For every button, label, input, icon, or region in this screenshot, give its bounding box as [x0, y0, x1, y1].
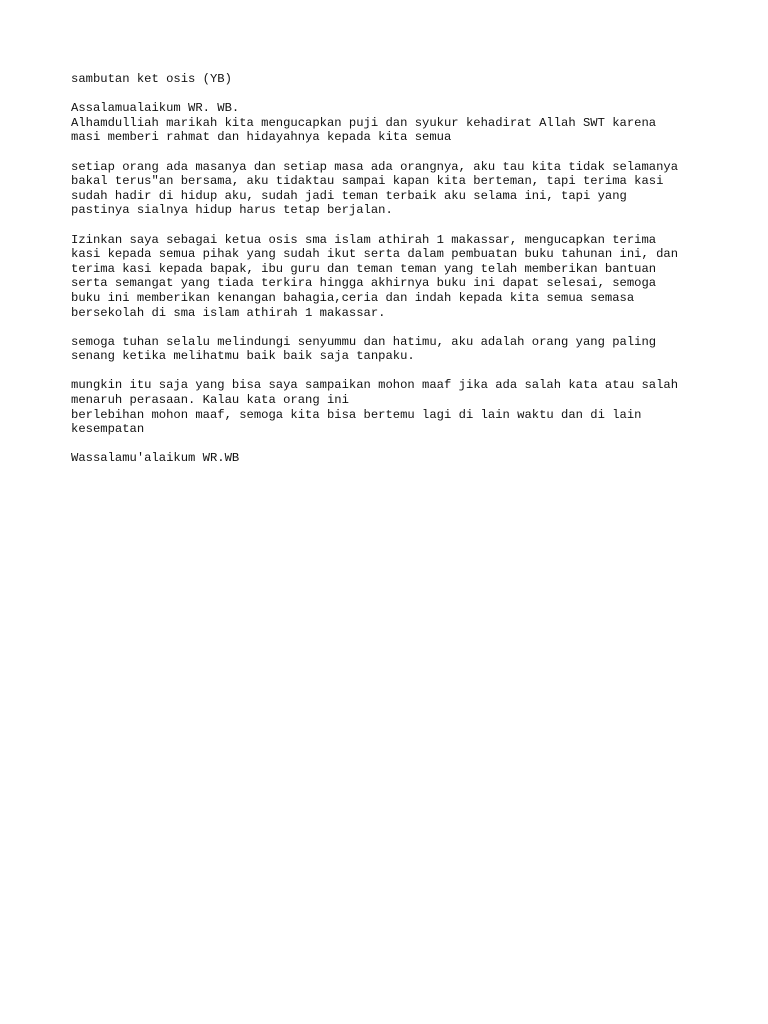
paragraph-line: masi memberi rahmat dan hidayahnya kepada kita semua: [71, 130, 452, 145]
paragraph-line: bakal terus"an bersama, aku tidaktau sampai kapan kita berteman, tapi terima kasi: [71, 174, 664, 189]
paragraph-line: Izinkan saya sebagai ketua osis sma islam athirah 1 makassar, mengucapkan terima: [71, 232, 657, 247]
paragraph-line: sudah hadir di hidup aku, sudah jadi teman terbaik aku selama ini, tapi yang: [71, 188, 627, 203]
paragraph-line: pastinya sialnya hidup harus tetap berjalan.: [71, 203, 393, 218]
paragraph-thanks: [71, 233, 711, 321]
paragraph-prayer: [71, 335, 711, 364]
paragraph-friends: [71, 160, 711, 218]
paragraph-farewell: [71, 451, 711, 466]
paragraph-line: mungkin itu saja yang bisa saya sampaikan mohon maaf jika ada salah kata atau salah: [71, 378, 679, 393]
paragraph-line: buku ini memberikan kenangan bahagia,ceria dan indah kepada kita semua semasa: [71, 290, 635, 305]
paragraph-line: semoga tuhan selalu melindungi senyummu dan hatimu, aku adalah orang yang paling: [71, 334, 657, 349]
paragraph-closing: [71, 378, 711, 436]
paragraph-line: menaruh perasaan. Kalau kata orang ini: [71, 393, 349, 408]
paragraph-line: Assalamualaikum WR. WB.: [71, 101, 240, 116]
paragraph-line: kesempatan: [71, 422, 145, 437]
title-line: sambutan ket osis (YB): [71, 72, 232, 86]
paragraph-line: terima kasi kepada bapak, ibu guru dan teman teman yang telah memberikan bantuan: [71, 261, 657, 276]
document-page: [71, 72, 711, 481]
paragraph-line: bersekolah di sma islam athirah 1 makassar.: [71, 305, 386, 320]
paragraph-line: berlebihan mohon maaf, semoga kita bisa bertemu lagi di lain waktu dan di lain: [71, 407, 642, 422]
paragraph-greeting: [71, 101, 711, 145]
paragraph-line: Wassalamu'alaikum WR.WB: [71, 451, 240, 466]
document-title: [71, 72, 711, 87]
paragraph-line: serta semangat yang tiada terkira hingga akhirnya buku ini dapat selesai, semoga: [71, 276, 657, 291]
paragraph-line: senang ketika melihatmu baik baik saja tanpaku.: [71, 349, 415, 364]
paragraph-line: kasi kepada semua pihak yang sudah ikut serta dalam pembuatan buku tahunan ini, dan: [71, 247, 679, 262]
paragraph-line: Alhamdulliah marikah kita mengucapkan puji dan syukur kehadirat Allah SWT karena: [71, 115, 657, 130]
paragraph-line: setiap orang ada masanya dan setiap masa ada orangnya, aku tau kita tidak selamanya: [71, 159, 679, 174]
